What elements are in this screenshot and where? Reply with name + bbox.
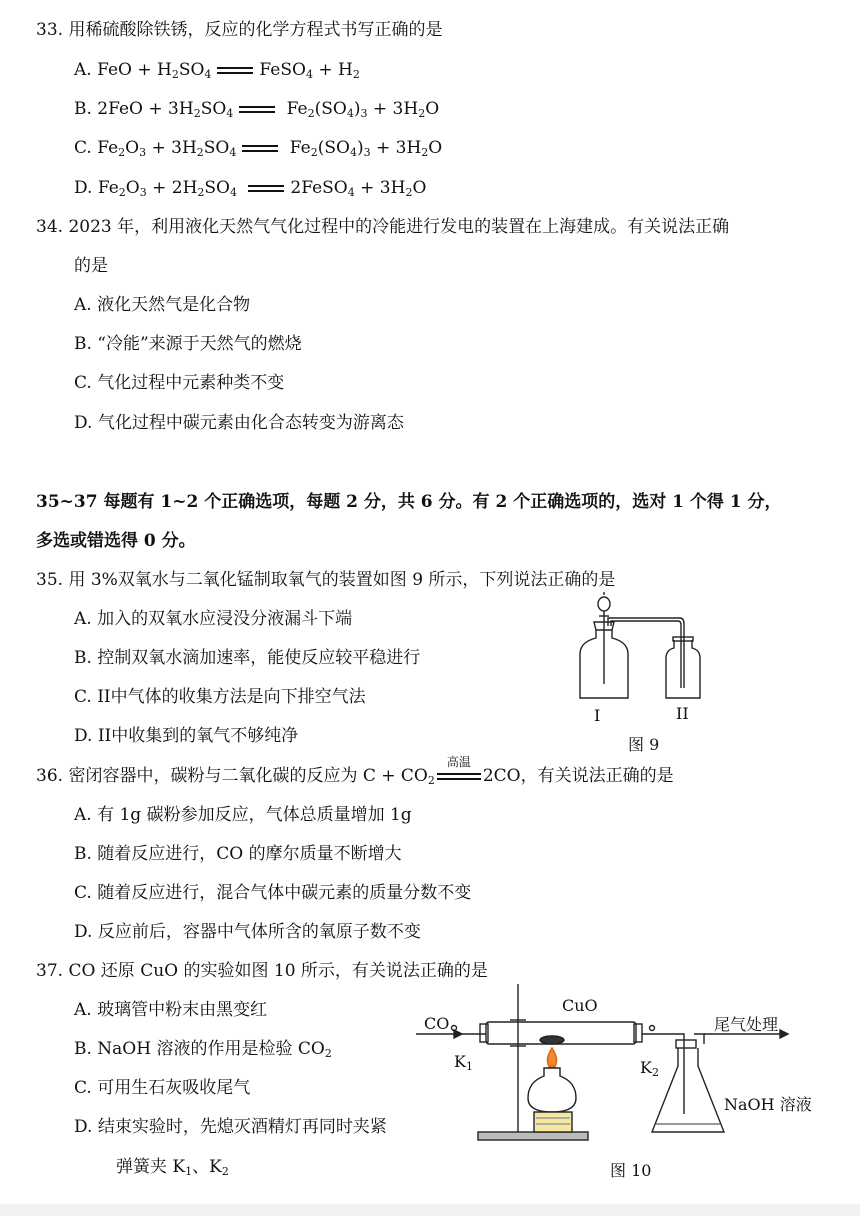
q35-option-c: C. II中气体的收集方法是向下排空气法 xyxy=(74,687,366,707)
figure-10-co-label: CO xyxy=(424,1014,450,1033)
figure-10-tail-label: 尾气处理 xyxy=(714,1015,779,1034)
q36-option-c: C. 随着反应进行，混合气体中碳元素的质量分数不变 xyxy=(74,883,472,903)
q36-condition: 高温 xyxy=(446,754,471,769)
q36-option-a: A. 有 1g 碳粉参加反应，气体总质量增加 1g xyxy=(74,805,412,825)
q36-option-d: D. 反应前后，容器中气体所含的氧原子数不变 xyxy=(74,922,421,942)
q34-option-b: B. “冷能”来源于天然气的燃烧 xyxy=(74,334,302,354)
figure-9-label-i: I xyxy=(594,706,601,725)
q37-option-b: B. NaOH 溶液的作用是检验 $CO_2$ xyxy=(74,1039,332,1060)
q35-stem: 35. 用 3%双氧水与二氧化锰制取氧气的装置如图 9 所示，下列说法正确的是 xyxy=(36,570,616,590)
figure-9-label-ii: II xyxy=(676,704,689,723)
section-instruction-line2: 多选或错选得 0 分。 xyxy=(36,531,196,551)
figure-10-cuo-label: CuO xyxy=(562,996,598,1015)
figure-10-k1-label: $K_1$ xyxy=(454,1052,473,1073)
q34-stem-line2: 的是 xyxy=(74,256,108,276)
q37-option-c: C. 可用生石灰吸收尾气 xyxy=(74,1078,251,1098)
figure-10-k2-label: $K_2$ xyxy=(640,1058,659,1079)
figure-9-caption: 图 9 xyxy=(628,735,660,754)
q37-stem: 37. CO 还原 CuO 的实验如图 10 所示，有关说法正确的是 xyxy=(36,961,488,981)
q34-option-d: D. 气化过程中碳元素由化合态转变为游离态 xyxy=(74,413,404,433)
q37-option-d-cont: 弹簧夹 $K_1$、$K_2$ xyxy=(116,1157,229,1178)
figure-10-caption: 图 10 xyxy=(610,1161,652,1180)
q34-stem-line1: 34. 2023 年，利用液化天然气气化过程中的冷能进行发电的装置在上海建成。有关说法正确 xyxy=(36,217,730,237)
q35-option-d: D. II中收集到的氧气不够纯净 xyxy=(74,726,299,746)
q35-option-b: B. 控制双氧水滴加速率，能使反应较平稳进行 xyxy=(74,648,421,668)
q36-option-b: B. 随着反应进行，CO 的摩尔质量不断增大 xyxy=(74,844,402,864)
q33-option-d: D. $Fe_2O_3 + 2H_2SO_4$ 2FeSO$_4$ + $3H_2O$ xyxy=(74,178,427,199)
q36-stem: 36. 密闭容器中，碳粉与二氧化碳的反应为 $C + CO_2$ 高温 2CO，有关说法正确的是 xyxy=(36,754,674,787)
q33-option-a: A. FeO + $H_2SO_4$ FeSO$_4$ + $H_2$ xyxy=(74,60,360,81)
q37-option-d: D. 结束实验时，先熄灭酒精灯再同时夹紧 xyxy=(74,1117,387,1137)
figure-10-naoh-label: NaOH 溶液 xyxy=(724,1095,812,1114)
q35-option-a: A. 加入的双氧水应浸没分液漏斗下端 xyxy=(74,609,353,629)
q37-option-a: A. 玻璃管中粉末由黑变红 xyxy=(74,1000,268,1020)
q34-option-a: A. 液化天然气是化合物 xyxy=(74,295,251,315)
figure-9-apparatus xyxy=(570,592,730,710)
section-instruction-line1: 35~37 每题有 1~2 个正确选项，每题 2 分，共 6 分。有 2 个正确选项的，选对 1 个得 1 分， xyxy=(36,492,782,512)
q33-option-c: C. $Fe_2O_3 + 3H_2SO_4$ $Fe_2(SO_4)_3 + 3H_2O$ xyxy=(74,138,443,159)
q34-option-c: C. 气化过程中元素种类不变 xyxy=(74,373,285,393)
q33-stem: 33. 用稀硫酸除铁锈，反应的化学方程式书写正确的是 xyxy=(36,20,443,40)
figure-10-apparatus xyxy=(414,984,814,1148)
page-bottom-edge xyxy=(0,1204,860,1216)
q33-option-b: B. $2FeO + 3H_2SO_4$ $Fe_2(SO_4)_3 + 3H_2O$ xyxy=(74,99,440,120)
